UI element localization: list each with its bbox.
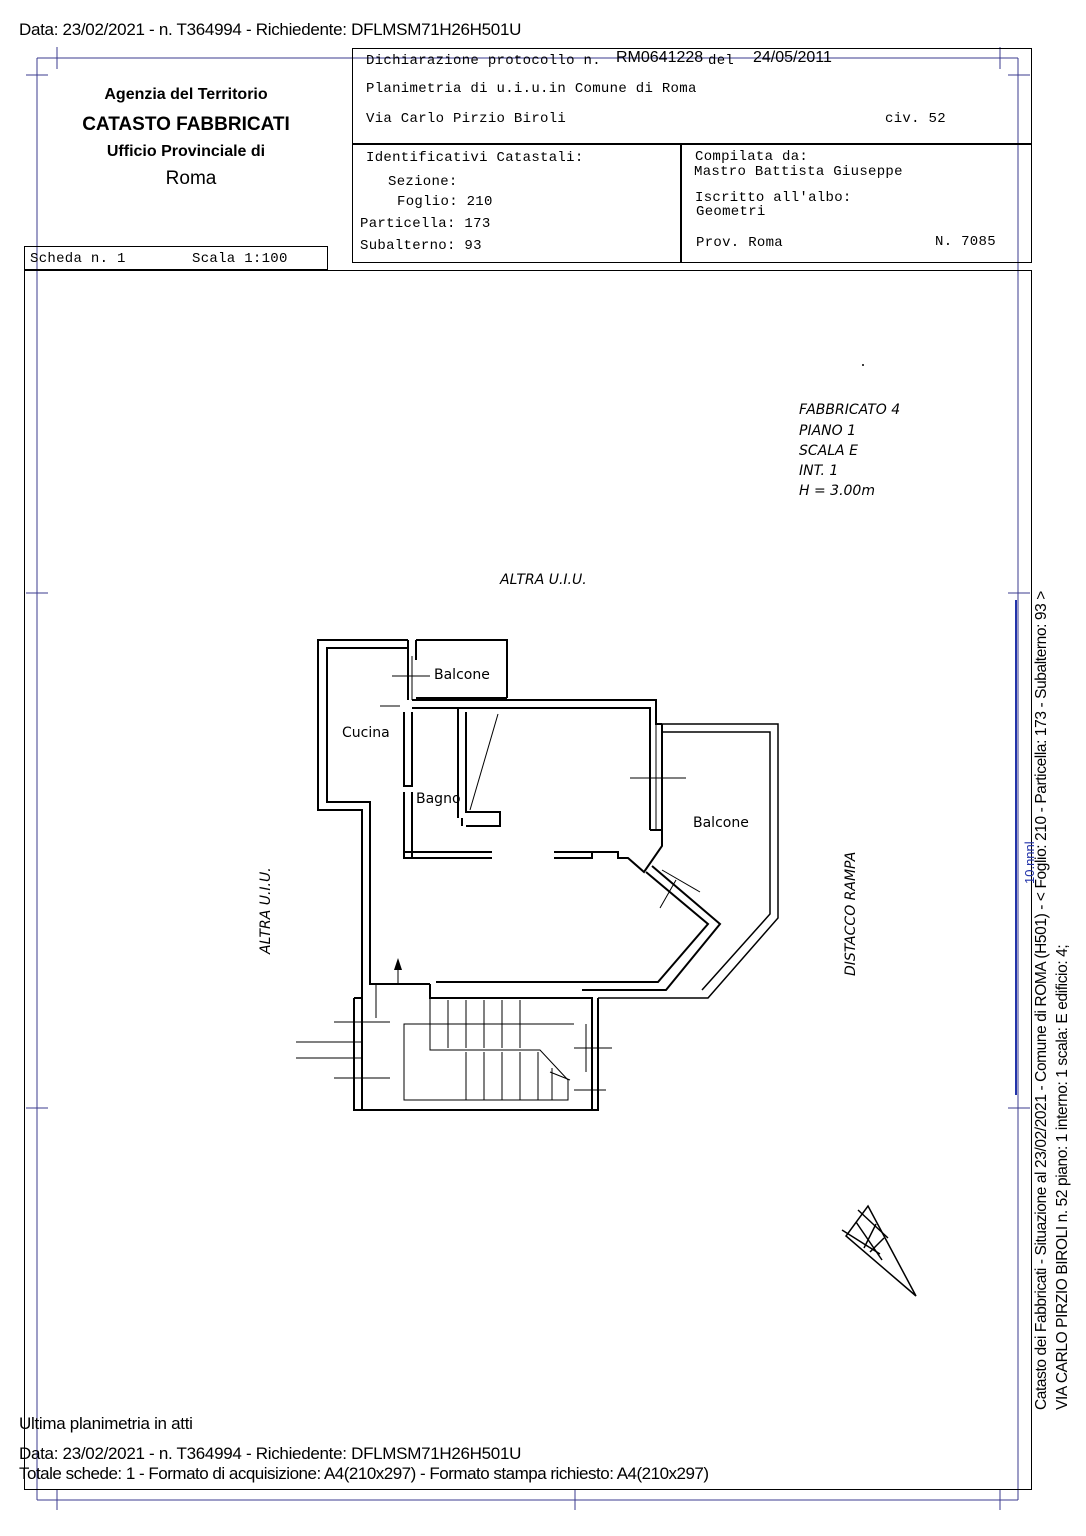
building-number: FABBRICATO 4 — [799, 402, 901, 418]
side-stamp: 10.nnnl — [1022, 841, 1037, 884]
footer-ultima: Ultima planimetria in atti — [19, 1414, 193, 1433]
albo-label: Iscritto all'albo: — [695, 190, 852, 206]
side-text-line2: VIA CARLO PIRZIO BIROLI n. 52 piano: 1 interno: 1 scala: E edificio: 4; — [1054, 944, 1071, 1410]
compiler-heading: Compilata da: — [695, 149, 809, 165]
planimetria-line: Planimetria di u.i.u.in Comune di Roma — [366, 81, 697, 97]
foglio-field: Foglio: 210 — [397, 194, 493, 210]
albo-value: Geometri — [696, 204, 766, 220]
stair-label: SCALA E — [799, 443, 858, 459]
label-altra-uiu-top: ALTRA U.I.U. — [500, 572, 587, 588]
request-line-top: Data: 23/02/2021 - n. T364994 - Richiedente: DFLMSM71H26H501U — [19, 20, 522, 39]
floor-label: PIANO 1 — [799, 423, 856, 439]
footer-data-line: Data: 23/02/2021 - n. T364994 - Richiedente: DFLMSM71H26H501U — [19, 1444, 522, 1463]
province-field: Prov. Roma — [696, 235, 784, 251]
registration-number: N. 7085 — [935, 234, 996, 250]
particella-field: Particella: 173 — [360, 216, 491, 232]
protocol-number: RM0641228 — [616, 49, 704, 66]
interior-label: INT. 1 — [799, 463, 839, 479]
room-cucina: Cucina — [342, 725, 390, 741]
footer-totale: Totale schede: 1 - Formato di acquisizione: A4(210x297) - Formato stampa richiesto: A4(210x297) — [19, 1464, 709, 1483]
sezione-field: Sezione: — [388, 174, 458, 190]
room-bagno: Bagno — [416, 791, 461, 807]
protocol-label: Dichiarazione protocollo n. — [366, 53, 601, 69]
agency-name: Agenzia del Territorio — [104, 86, 268, 103]
protocol-date: 24/05/2011 — [753, 49, 832, 66]
compiler-name: Mastro Battista Giuseppe — [694, 164, 903, 180]
label-distacco-rampa: DISTACCO RAMPA — [843, 851, 859, 976]
ufficio-label: Ufficio Provinciale di — [106, 143, 266, 160]
room-balcone-small: Balcone — [434, 667, 490, 683]
city-label: Roma — [165, 168, 217, 189]
street-line: Via Carlo Pirzio Biroli — [366, 111, 567, 127]
civic-number: civ. 52 — [885, 111, 946, 127]
label-altra-uiu-left: ALTRA U.I.U. — [258, 867, 274, 954]
room-balcone-large: Balcone — [693, 815, 749, 831]
catasto-title: CATASTO FABBRICATI — [82, 114, 290, 135]
height-label: H = 3.00m — [799, 483, 875, 499]
scheda-number: Scheda n. 1 — [30, 251, 126, 267]
side-text-line1: Catasto dei Fabbricati - Situazione al 23/02/2021 - Comune di ROMA (H501) - < Foglio: 210 - Particella: 173 - Subalterno: 93 > — [1033, 591, 1050, 1410]
subalterno-field: Subalterno: 93 — [360, 238, 482, 254]
identifiers-heading: Identificativi Catastali: — [366, 150, 584, 166]
scheda-scale: Scala 1:100 — [192, 251, 288, 267]
protocol-del-label: del — [708, 53, 735, 69]
